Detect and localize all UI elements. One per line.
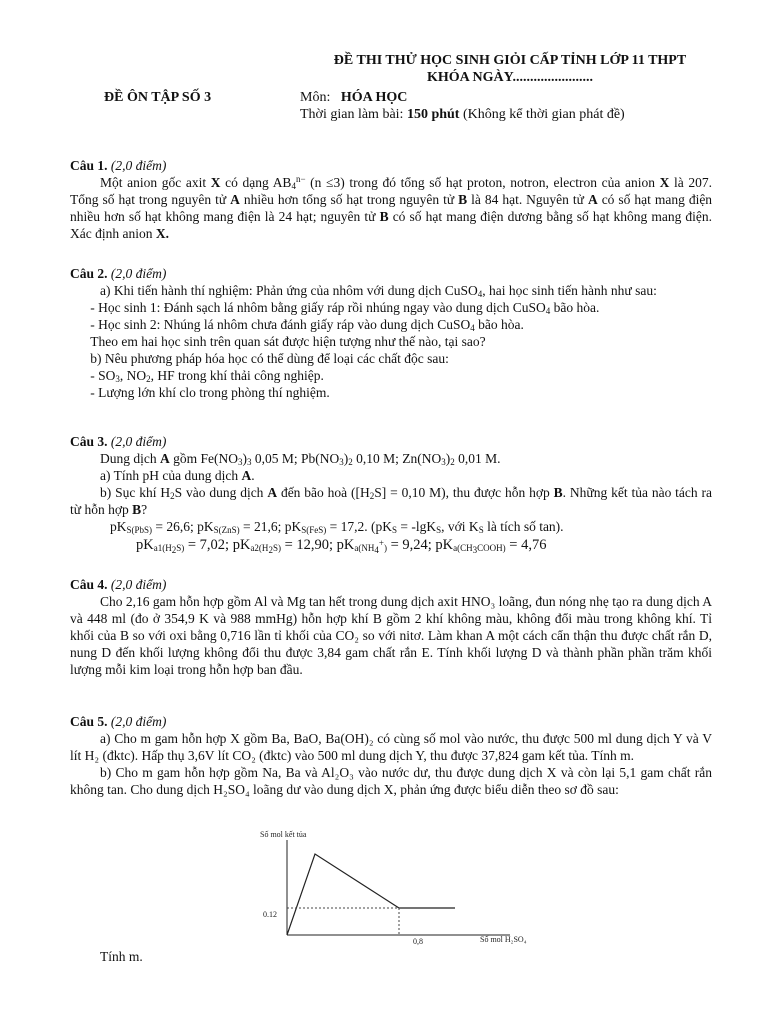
- x-tick-label: 0,8: [413, 937, 423, 946]
- q5-tinh-m: Tính m.: [100, 949, 143, 964]
- question-3: [70, 433, 712, 555]
- q5-a: a) Cho m gam hỗn hợp X gồm Ba, BaO, Ba(OH)₂ có cùng số mol vào nước, thu được 500 ml dung dịch Y và V lít H₂ (đktc). Hấp thụ 3,6V lít CO₂ (đktc) vào 500 ml dung dịch Y, thu được 37,824 gam kết tủa. Tính m.: [70, 731, 712, 763]
- q3-pka: $pK_{a1(H_2S)} = 7,02$; $pK_{a2(H_2S)} = 12,90$; $pK_{a(NH_4^+)} = 9,24$; $pK_{a(CH_3COOH)} = 4,76$: [136, 537, 547, 555]
- exam-date-line: KHÓA NGÀY.......................: [427, 70, 593, 85]
- time-line: [300, 106, 625, 123]
- series-line: [287, 854, 455, 935]
- question-1: [70, 157, 712, 242]
- precipitate-chart: [255, 828, 527, 948]
- q3-points: (2,0 điểm): [110, 434, 167, 449]
- exam-title: ĐỀ THI THỬ HỌC SINH GIỎI CẤP TỈNH LỚP 11 THPT: [333, 53, 687, 68]
- q2-student1: - Học sinh 1: Đánh sạch lá nhôm bằng giấy ráp rồi nhúng ngay vào dung dịch CuSO$_4$ bão hòa.: [90, 300, 600, 316]
- q2-question: Theo em hai học sinh trên quan sát được hiện tượng như thế nào, tại sao?: [90, 334, 486, 349]
- exam-number: ĐỀ ÔN TẬP SỐ 3: [104, 90, 212, 105]
- q5-label: Câu 5.: [70, 714, 108, 729]
- y-tick-label: 0.12: [263, 910, 277, 919]
- q1-label: Câu 1.: [70, 158, 108, 173]
- time-label: Thời gian làm bài:: [300, 107, 404, 122]
- q3-b: b) Sục khí $H_2S$ vào dung dịch A đến bão hoà ($[H_2S] = 0,10$ M), thu được hỗn hợp B. Những kết tủa nào tách ra từ hỗn hợp B?: [70, 485, 713, 517]
- q2-b: b) Nêu phương pháp hóa học có thể dùng để loại các chất độc sau:: [90, 351, 449, 366]
- q2-student2: - Học sinh 2: Nhúng lá nhôm chưa đánh giấy ráp vào dung dịch CuSO$_4$ bão hòa.: [90, 317, 524, 333]
- q5-b: b) Cho m gam hỗn hợp gồm Na, Ba và Al₂O₃ vào nước dư, thu được dung dịch X và còn lại 5,1 gam chất rắn không tan. Cho dung dịch H₂SO₄ loãng dư vào dung dịch X, phản ứng được biểu diễn theo sơ đồ sau:: [70, 765, 712, 797]
- q5-points: (2,0 điểm): [110, 714, 167, 729]
- q2-label: Câu 2.: [70, 266, 108, 281]
- time-note: (Không kể thời gian phát đề): [462, 107, 625, 122]
- subject-label: Môn:: [300, 90, 331, 105]
- q2-b1: - $SO_3$, $NO_2$, HF trong khí thải công nghiệp.: [90, 368, 324, 384]
- q3-a: a) Tính pH của dung dịch A.: [100, 468, 255, 483]
- chart-xlabel: Số mol H₂SO₄: [480, 935, 527, 944]
- subject-line: [300, 89, 407, 106]
- q2-points: (2,0 điểm): [110, 266, 167, 281]
- question-2: [70, 265, 712, 401]
- time-value: 150 phút: [406, 107, 460, 122]
- q4-points: (2,0 điểm): [110, 577, 167, 592]
- q3-pks: $pK_{S(PbS)} = 26,6$; $pK_{S(ZnS)} = 21,6$; $pK_{S(FeS)} = 17,2$. ($pK_S = -\lg K_S$, với $K_S$ là tích số tan).: [110, 519, 564, 535]
- question-5: [70, 713, 712, 798]
- q1-points: (2,0 điểm): [110, 158, 167, 173]
- q3-line1: Dung dịch A gồm $Fe(NO_3)_3$ 0,05 M; $Pb(NO_3)_2$ 0,10 M; $Zn(NO_3)_2$ 0,01 M.: [100, 451, 501, 467]
- q2-a: a) Khi tiến hành thí nghiệm: Phản ứng của nhôm với dung dịch CuSO$_4$, hai học sinh tiến hành như sau:: [100, 283, 657, 299]
- q1-formula: $AB_4^{n-}$: [272, 174, 306, 191]
- q4-body: Cho 2,16 gam hỗn hợp gồm Al và Mg tan hết trong dung dịch axit HNO₃ loãng, đun nóng nhẹ tạo ra dung dịch A và 448 ml (đo ở 354,9 K và 988 mmHg) hỗn hợp khí B gồm 2 khí không màu, không đổi màu trong không khí. Tỉ khối của B so với oxi bằng 0,716 lần tỉ khối của CO₂ so với nitơ. Làm khan A một cách cẩn thận thu được chất rắn D, nung D đến khối lượng không đổi thu được 3,84 gam chất rắn E. Tính khối lượng D và thành phần phần trăm khối lượng mỗi kim loại trong hỗn hợp ban đầu.: [70, 594, 712, 677]
- chart-ylabel: Số mol kết tủa: [260, 830, 307, 839]
- q1-body: Một anion gốc axit X có dạng $AB_4^{n-}$ (n ≤3) trong đó tổng số hạt proton, notron, electron của anion X là 207. Tổng số hạt trong nguyên tử A nhiều hơn tổng số hạt trong nguyên tử B là 84 hạt. Nguyên tử A có số hạt mang điện nhiều hơn số hạt không mang điện là 24 hạt; nguyên tử B có số hạt mang điện dương bằng số hạt không mang điện. Xác định anion X.: [70, 174, 713, 241]
- q2-b2: - Lượng lớn khí clo trong phòng thí nghiệm.: [90, 385, 330, 400]
- q3-label: Câu 3.: [70, 434, 108, 449]
- q4-label: Câu 4.: [70, 577, 108, 592]
- subject-name: HÓA HỌC: [340, 90, 408, 105]
- question-4: [70, 576, 712, 678]
